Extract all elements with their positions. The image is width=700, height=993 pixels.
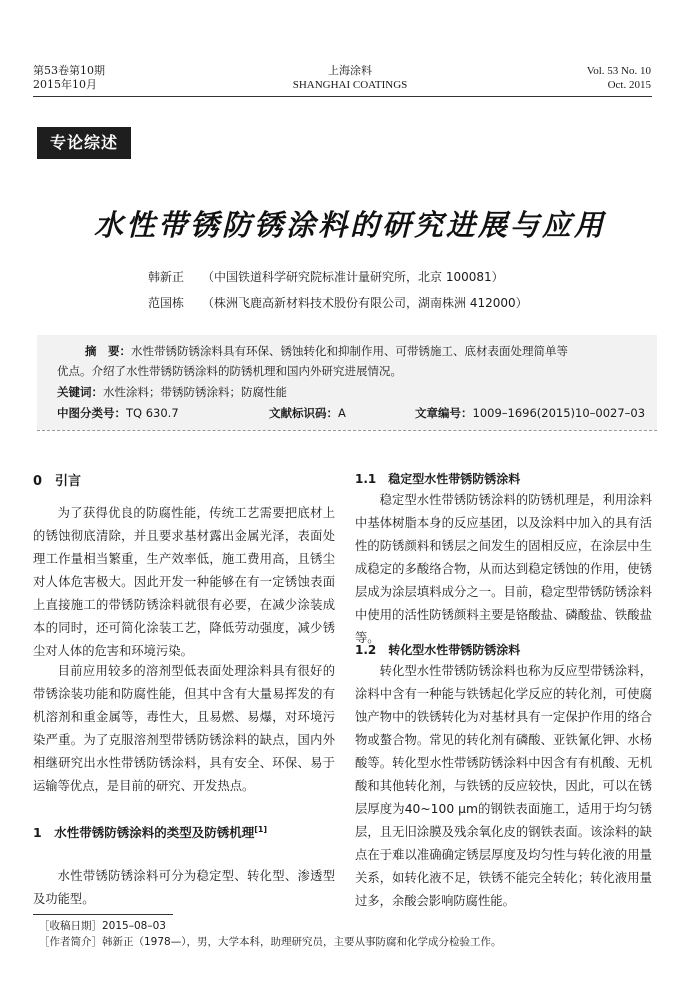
subsection-1-1-heading: 1.1 稳定型水性带锈防锈涂料 <box>355 472 521 486</box>
abstract-line-1 <box>85 341 655 361</box>
journal-name <box>250 64 450 92</box>
author-affiliation: （中国铁道科学研究院标准计量研究所，北京 100081） <box>202 270 504 284</box>
received-date: ［收稿日期］2015–08–03 <box>39 920 166 932</box>
section-1-title: 1 水性带锈防锈涂料的类型及防锈机理 <box>33 825 255 840</box>
volume-issue-cn: 第53卷第10期 <box>33 64 105 77</box>
abstract-line-2 <box>57 361 655 381</box>
doc-code-line <box>269 403 346 423</box>
section-banner: 专论综述 <box>37 127 131 159</box>
author-line-1 <box>148 268 504 285</box>
section-0-paragraph-1: 为了获得优良的防腐性能，传统工艺需要把底材上的锈蚀彻底清除，并且要求基材露出金属光泽，表面处理工作量相当繁重，生产效率低，施工费用高，且锈尘对人体危害极大。因此开发一种能够在有一定锈蚀表面上直接施工的带锈防锈涂料就很有必要，在减少涂装成本的同时，还可简化涂装工艺，降低劳动强度，减少锈尘对人体的危害和环境污染。 <box>33 506 335 658</box>
abstract-divider <box>37 430 657 433</box>
author-name: 范国栋 <box>148 296 185 310</box>
section-0-heading: 0 引言 <box>33 474 82 489</box>
journal-name-en: SHANGHAI COATINGS <box>292 79 408 91</box>
abstract-text-2: 优点。介绍了水性带锈防锈涂料的防锈机理和国内外研究进展情况。 <box>57 364 402 378</box>
author-bio: ［作者简介］韩新正（1978—），男，大学本科，助理研究员，主要从事防腐和化学成分检验工作。 <box>39 936 502 948</box>
article-no-label: 文章编号： <box>415 406 473 420</box>
journal-volume-en <box>587 64 651 92</box>
doc-code-value: A <box>338 406 346 420</box>
abstract-text-1: 水性带锈防锈涂料具有环保、锈蚀转化和抑制作用、可带锈施工、底材表面处理简单等 <box>131 344 568 358</box>
doc-code-label: 文献标识码： <box>269 406 338 420</box>
issue-date-cn: 2015年10月 <box>33 78 97 91</box>
author-line-2 <box>148 294 528 311</box>
section-1-paragraph-1: 水性带锈防锈涂料可分为稳定型、转化型、渗透型及功能型。 <box>33 869 335 906</box>
section-1-reference: [1] <box>254 824 268 834</box>
classification-line <box>57 403 179 423</box>
keywords: 水性涂料；带锈防锈涂料；防腐性能 <box>103 385 287 399</box>
author-affiliation: （株洲飞鹿高新材料技术股份有限公司，湖南株洲 412000） <box>202 296 528 310</box>
article-title: 水性带锈防锈涂料的研究进展与应用 <box>93 208 606 242</box>
volume-issue-en: Vol. 53 No. 10 <box>586 65 651 77</box>
section-0-paragraph-2: 目前应用较多的溶剂型低表面处理涂料具有很好的带锈涂装功能和防腐性能，但其中含有大量易挥发的有机溶剂和重金属等，毒性大，且易燃、易爆，对环境污染严重。为了克服溶剂型带锈防锈涂料的缺点，国内外相继研究出水性带锈防锈涂料，具有安全、环保、易于运输等优点，是目前的研究、开发热点。 <box>33 664 335 793</box>
article-no-line <box>415 403 645 423</box>
subsection-1-1-paragraph: 稳定型水性带锈防锈涂料的防锈机理是，利用涂料中基体树脂本身的反应基团，以及涂料中加入的具有活性的防锈颜料和锈层之间发生的固相反应，在涂层中生成稳定的多酸络合物，从而达到稳定锈蚀的作用，使锈层成为涂层填料成分之一。目前，稳定型带锈防锈涂料中使用的活性防锈颜料主要是铬酸盐、磷酸盐、铁酸盐等。 <box>355 493 652 645</box>
issue-date-en: Oct. 2015 <box>607 79 651 91</box>
journal-volume-cn <box>33 64 105 92</box>
author-name: 韩新正 <box>148 270 185 284</box>
subsection-1-2-paragraph: 转化型水性带锈防锈涂料也称为反应型带锈涂料，涂料中含有一种能与铁锈起化学反应的转化剂，可使腐蚀产物中的铁锈转化为对基材具有一定保护作用的络合物或螯合物。常见的转化剂有磷酸、亚铁氰化钾、水杨酸等。转化型水性带锈防锈涂料中因含有有机酸、无机酸和其他转化剂，与铁锈的反应较快，因此，可以在锈层厚度为40~100 μm的钢铁表面施工，适用于均匀锈层，且无旧涂膜及残余氧化皮的钢铁表面。该涂料的缺点在于难以准确确定锈层厚度及均匀性与转化液的用量关系，如转化液不足，铁锈不能完全转化；转化液用量过多，余酸会影响防腐性能。 <box>355 664 652 908</box>
keywords-label: 关键词： <box>57 385 103 399</box>
section-1-heading <box>33 823 267 841</box>
article-no-value: 1009–1696(2015)10–0027–03 <box>472 406 646 420</box>
footnote-rule <box>33 914 173 915</box>
keywords-line <box>57 382 287 402</box>
abstract-box <box>37 335 657 430</box>
clc-value: TQ 630.7 <box>126 406 179 420</box>
header-rule <box>33 96 652 97</box>
journal-name-cn: 上海涂料 <box>328 64 372 77</box>
abstract-label: 摘 要： <box>85 344 131 358</box>
clc-label: 中图分类号： <box>57 406 126 420</box>
subsection-1-2-heading: 1.2 转化型水性带锈防锈涂料 <box>355 643 521 657</box>
